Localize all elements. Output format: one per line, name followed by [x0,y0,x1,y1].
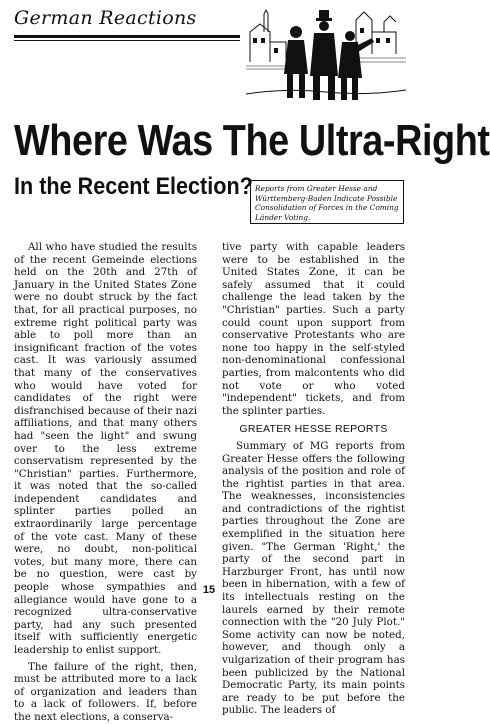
page-number: 15 [202,584,216,596]
illustration-figures-in-town [246,2,406,108]
paragraph: All who have studied the results of the recent Gemeinde elections held on the 20th and 27th of January in the United States Zone were no doubt struck by the fact that, for all practical purposes, no extreme right political party was able to poll more than an insignificant fraction of the votes cast. It was variously assumed that many of the conservatives who would have voted for candidates of the right were disfranchised because of their nazi affiliations, and that many others had "seen the light" and swung over to the less extreme conservatism represented by the "Christian" parties. Furthermore, it was noted that the so-called independent candidates and splinter parties polled an extraordinarily large percentage of the vote cast. Many of these were, no doubt, non-political votes, but many more, there can be no question, were cast by people whose sympathies and allegiance would have gone to a recognized ultra-conservative party, had any such presented itself with sufficiently energetic leadership to enlist support. [14,241,197,656]
article-column-right [222,241,405,717]
paragraph: The failure of the right, then, must be attributed more to a lack of organization and leaders than to a lack of followers. If, before the next elections, a conserva- [14,660,197,723]
section-title: German Reactions [14,7,197,29]
section-rule [14,35,240,38]
subheadline: In the Recent Election? [14,173,253,200]
article-column-left [14,241,197,723]
section-heading: GREATER HESSE REPORTS [239,423,388,436]
headline: Where Was The Ultra-Right [14,116,490,165]
section-rule-thin [14,40,240,41]
paragraph: tive party with capable leaders were to be established in the United States Zone, it can be safely assumed that it could challenge the lead taken by the "Christian" parties. Such a party could count upon support from conservative Protestants who are none too happy in the self-styled non-denominational confessional parties, from malcontents who did not vote or who voted "independent" tickets, and from the splinter parties. [222,241,405,417]
dek-box: Reports from Greater Hesse and Württemberg-Baden Indicate Possible Consolidation of Forces in the Coming Länder Voting. [250,180,404,224]
paragraph: Summary of MG reports from Greater Hesse offers the following analysis of the position and role of the rightist parties in that area. The weaknesses, inconsistencies and contradictions of the rightist parties throughout the Zone are exemplified in the situation here given. "The German 'Right,' the party of the second part in Harzburger Front, has until now been in hibernation, with a few of its intellectuals resting on the laurels earned by their remote connection with the "20 July Plot." Some activity can now be noted, however, and though only a vulgarization of their program has been publicized by the National Democratic Party, its main points are ready to be put before the public. The leaders of [222,439,405,717]
